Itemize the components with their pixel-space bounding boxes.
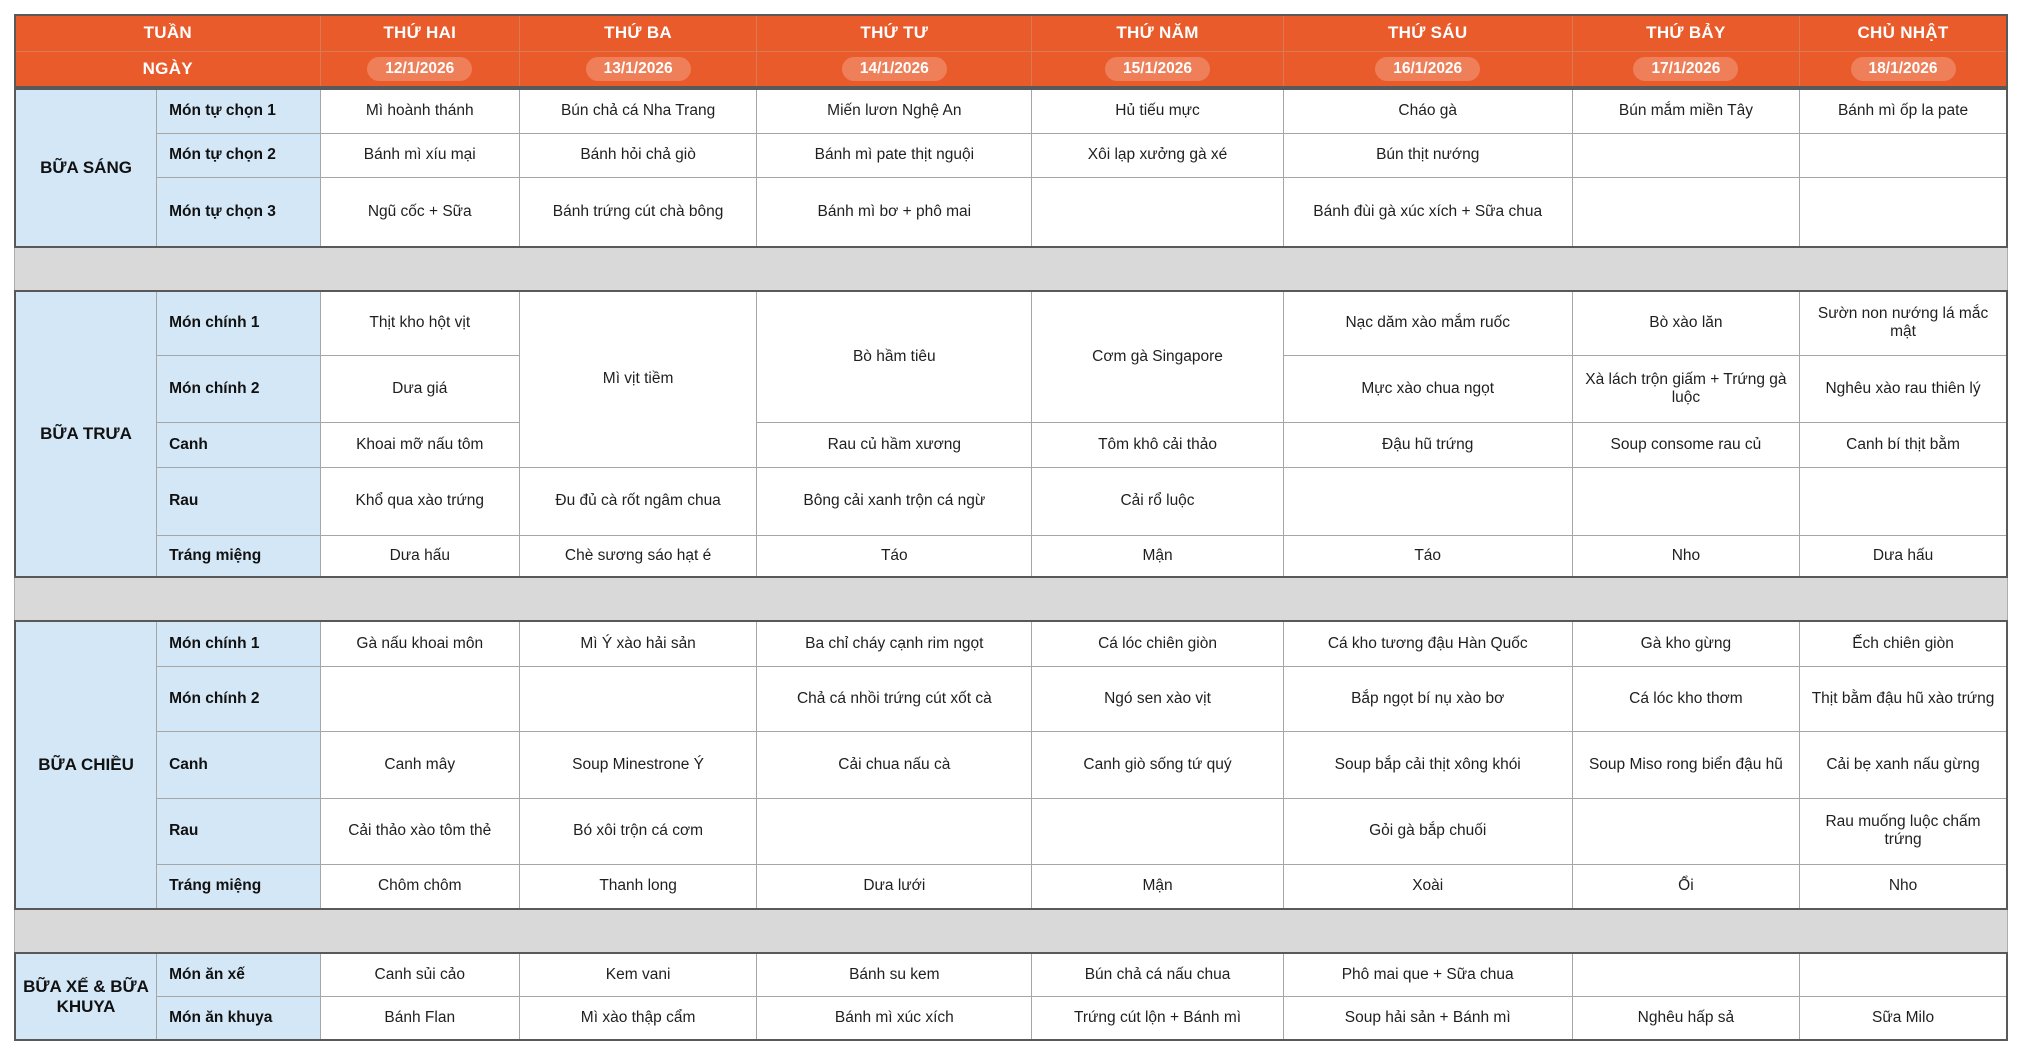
- date-cell: [757, 51, 1032, 87]
- date-cell: [1032, 51, 1283, 87]
- menu-cell: [1283, 467, 1572, 535]
- meal-section: [14, 88, 2008, 248]
- date-pill: 12/1/2026: [367, 57, 472, 81]
- menu-cell: Mì hoành thánh: [320, 89, 519, 133]
- menu-cell: Mì vịt tiềm: [519, 291, 756, 467]
- menu-cell: Ba chỉ cháy cạnh rim ngọt: [757, 621, 1032, 666]
- menu-cell: Canh bí thịt bằm: [1800, 422, 2007, 467]
- menu-cell: [1572, 467, 1799, 535]
- menu-cell: Rau củ hầm xương: [757, 422, 1032, 467]
- header-table: [14, 14, 2008, 88]
- menu-cell: Nho: [1800, 864, 2007, 909]
- menu-cell: Táo: [757, 535, 1032, 577]
- day-header: THỨ BA: [519, 15, 756, 51]
- row-label: Rau: [157, 798, 321, 864]
- row-label: Món chính 2: [157, 355, 321, 422]
- meal-section: [14, 620, 2008, 910]
- menu-cell: Soup bắp cải thịt xông khói: [1283, 731, 1572, 798]
- menu-cell: [1800, 177, 2007, 247]
- menu-cell: Bún mắm miền Tây: [1572, 89, 1799, 133]
- menu-cell: Gà nấu khoai môn: [320, 621, 519, 666]
- menu-cell: Canh mây: [320, 731, 519, 798]
- menu-cell: Thịt bằm đậu hũ xào trứng: [1800, 666, 2007, 731]
- menu-cell: Bún chả cá nấu chua: [1032, 953, 1283, 996]
- menu-cell: Soup consome rau củ: [1572, 422, 1799, 467]
- menu-cell: Cá lóc kho thơm: [1572, 666, 1799, 731]
- menu-cell: Bò xào lăn: [1572, 291, 1799, 355]
- table-row: [15, 798, 2007, 864]
- day-header: THỨ BẢY: [1572, 15, 1799, 51]
- menu-cell: Gỏi gà bắp chuối: [1283, 798, 1572, 864]
- date-pill: 13/1/2026: [586, 57, 691, 81]
- menu-cell: Xôi lạp xưởng gà xé: [1032, 133, 1283, 177]
- date-cell: [320, 51, 519, 87]
- table-row: [15, 666, 2007, 731]
- date-pill: 16/1/2026: [1375, 57, 1480, 81]
- week-header: TUẦN: [15, 15, 320, 51]
- menu-cell: Khổ qua xào trứng: [320, 467, 519, 535]
- menu-cell: Đậu hũ trứng: [1283, 422, 1572, 467]
- menu-cell: Mận: [1032, 535, 1283, 577]
- row-label: Món ăn khuya: [157, 996, 321, 1040]
- menu-cell: Nho: [1572, 535, 1799, 577]
- menu-cell: Kem vani: [519, 953, 756, 996]
- menu-cell: Bò hầm tiêu: [757, 291, 1032, 422]
- menu-cell: Bó xôi trộn cá cơm: [519, 798, 756, 864]
- menu-cell: Nghêu hấp sả: [1572, 996, 1799, 1040]
- menu-cell: Ngũ cốc + Sữa: [320, 177, 519, 247]
- menu-cell: Cải rổ luộc: [1032, 467, 1283, 535]
- menu-cell: Khoai mỡ nấu tôm: [320, 422, 519, 467]
- menu-cell: Nạc dăm xào mắm ruốc: [1283, 291, 1572, 355]
- day-header: THỨ TƯ: [757, 15, 1032, 51]
- menu-cell: Cháo gà: [1283, 89, 1572, 133]
- menu-cell: Bánh mì bơ + phô mai: [757, 177, 1032, 247]
- menu-cell: Dưa lưới: [757, 864, 1032, 909]
- date-pill: 15/1/2026: [1105, 57, 1210, 81]
- menu-cell: [1032, 177, 1283, 247]
- menu-cell: Bánh Flan: [320, 996, 519, 1040]
- menu-cell: Xà lách trộn giấm + Trứng gà luộc: [1572, 355, 1799, 422]
- menu-cell: Miến lươn Nghệ An: [757, 89, 1032, 133]
- menu-cell: Ổi: [1572, 864, 1799, 909]
- menu-cell: Bánh mì pate thịt nguội: [757, 133, 1032, 177]
- menu-cell: Dưa giá: [320, 355, 519, 422]
- menu-cell: Chôm chôm: [320, 864, 519, 909]
- row-label: Canh: [157, 731, 321, 798]
- menu-cell: Soup Minestrone Ý: [519, 731, 756, 798]
- date-cell: [519, 51, 756, 87]
- menu-cell: Cải thảo xào tôm thẻ: [320, 798, 519, 864]
- menu-cell: Bánh mì ốp la pate: [1800, 89, 2007, 133]
- menu-cell: Thanh long: [519, 864, 756, 909]
- menu-cell: Phô mai que + Sữa chua: [1283, 953, 1572, 996]
- day-header: THỨ NĂM: [1032, 15, 1283, 51]
- menu-cell: Bánh đùi gà xúc xích + Sữa chua: [1283, 177, 1572, 247]
- menu-cell: Mì Ý xào hải sản: [519, 621, 756, 666]
- table-row: [15, 535, 2007, 577]
- date-cell: [1800, 51, 2007, 87]
- date-row-label: NGÀY: [15, 51, 320, 87]
- row-label: Món tự chọn 3: [157, 177, 321, 247]
- menu-cell: Tôm khô cải thảo: [1032, 422, 1283, 467]
- menu-cell: Bánh mì xúc xích: [757, 996, 1032, 1040]
- menu-cell: Cá lóc chiên giòn: [1032, 621, 1283, 666]
- menu-cell: [1032, 798, 1283, 864]
- row-label: Rau: [157, 467, 321, 535]
- menu-cell: [1800, 467, 2007, 535]
- table-row: [15, 953, 2007, 996]
- table-row: [15, 621, 2007, 666]
- menu-cell: Cải chua nấu cà: [757, 731, 1032, 798]
- date-pill: 14/1/2026: [842, 57, 947, 81]
- menu-cell: Bông cải xanh trộn cá ngừ: [757, 467, 1032, 535]
- table-row: [15, 177, 2007, 247]
- menu-cell: Bánh su kem: [757, 953, 1032, 996]
- weekly-menu-table: [14, 14, 2008, 1041]
- table-row: [15, 291, 2007, 355]
- menu-cell: Canh sủi cảo: [320, 953, 519, 996]
- date-cell: [1283, 51, 1572, 87]
- row-label: Món chính 1: [157, 621, 321, 666]
- menu-cell: Dưa hấu: [1800, 535, 2007, 577]
- day-header: THỨ HAI: [320, 15, 519, 51]
- meal-group-label: BỮA CHIỀU: [15, 621, 157, 909]
- menu-cell: Mực xào chua ngọt: [1283, 355, 1572, 422]
- meal-group-label: BỮA TRƯA: [15, 291, 157, 577]
- table-row: [15, 864, 2007, 909]
- meal-section: [14, 952, 2008, 1041]
- menu-cell: Trứng cút lộn + Bánh mì: [1032, 996, 1283, 1040]
- section-spacer: [14, 578, 2008, 620]
- menu-cell: Hủ tiếu mực: [1032, 89, 1283, 133]
- menu-cell: [1572, 177, 1799, 247]
- table-row: [15, 133, 2007, 177]
- menu-cell: [1572, 798, 1799, 864]
- menu-cell: Sữa Milo: [1800, 996, 2007, 1040]
- row-label: Món ăn xế: [157, 953, 321, 996]
- menu-cell: [1572, 133, 1799, 177]
- menu-cell: Nghêu xào rau thiên lý: [1800, 355, 2007, 422]
- menu-cell: Bún thịt nướng: [1283, 133, 1572, 177]
- table-row: [15, 89, 2007, 133]
- menu-cell: Mì xào thập cẩm: [519, 996, 756, 1040]
- menu-cell: [1800, 133, 2007, 177]
- row-label: Món tự chọn 2: [157, 133, 321, 177]
- menu-cell: Canh giò sống tứ quý: [1032, 731, 1283, 798]
- menu-cell: Ngó sen xào vịt: [1032, 666, 1283, 731]
- table-row: [15, 467, 2007, 535]
- menu-cell: Bánh hỏi chả giò: [519, 133, 756, 177]
- menu-cell: Soup hải sản + Bánh mì: [1283, 996, 1572, 1040]
- day-header: CHỦ NHẬT: [1800, 15, 2007, 51]
- row-label: Tráng miệng: [157, 535, 321, 577]
- date-pill: 18/1/2026: [1851, 57, 1956, 81]
- section-spacer: [14, 248, 2008, 290]
- menu-cell: Chả cá nhồi trứng cút xốt cà: [757, 666, 1032, 731]
- menu-cell: [1572, 953, 1799, 996]
- menu-cell: Bắp ngọt bí nụ xào bơ: [1283, 666, 1572, 731]
- menu-cell: Bún chả cá Nha Trang: [519, 89, 756, 133]
- row-label: Món chính 1: [157, 291, 321, 355]
- section-spacer: [14, 910, 2008, 952]
- meal-group-label: BỮA XẾ & BỮA KHUYA: [15, 953, 157, 1040]
- menu-cell: Rau muống luộc chấm trứng: [1800, 798, 2007, 864]
- row-label: Món tự chọn 1: [157, 89, 321, 133]
- day-header: THỨ SÁU: [1283, 15, 1572, 51]
- row-label: Món chính 2: [157, 666, 321, 731]
- menu-cell: Cơm gà Singapore: [1032, 291, 1283, 422]
- menu-cell: [757, 798, 1032, 864]
- row-label: Canh: [157, 422, 321, 467]
- menu-cell: Cá kho tương đậu Hàn Quốc: [1283, 621, 1572, 666]
- table-row: [15, 996, 2007, 1040]
- menu-cell: Bánh trứng cút chà bông: [519, 177, 756, 247]
- menu-cell: Bánh mì xíu mại: [320, 133, 519, 177]
- table-row: [15, 731, 2007, 798]
- menu-cell: Ếch chiên giòn: [1800, 621, 2007, 666]
- menu-cell: Chè sương sáo hạt é: [519, 535, 756, 577]
- meal-group-label: BỮA SÁNG: [15, 89, 157, 247]
- menu-cell: Táo: [1283, 535, 1572, 577]
- menu-cell: Xoài: [1283, 864, 1572, 909]
- meal-section: [14, 290, 2008, 578]
- menu-cell: Đu đủ cà rốt ngâm chua: [519, 467, 756, 535]
- menu-cell: Soup Miso rong biển đậu hũ: [1572, 731, 1799, 798]
- menu-cell: Cải bẹ xanh nấu gừng: [1800, 731, 2007, 798]
- menu-cell: Thịt kho hột vịt: [320, 291, 519, 355]
- menu-cell: Mận: [1032, 864, 1283, 909]
- row-label: Tráng miệng: [157, 864, 321, 909]
- date-pill: 17/1/2026: [1633, 57, 1738, 81]
- table-row: [15, 422, 2007, 467]
- date-cell: [1572, 51, 1799, 87]
- menu-cell: Gà kho gừng: [1572, 621, 1799, 666]
- menu-cell: [519, 666, 756, 731]
- menu-cell: [320, 666, 519, 731]
- menu-cell: Sườn non nướng lá mắc mật: [1800, 291, 2007, 355]
- menu-cell: Dưa hấu: [320, 535, 519, 577]
- menu-cell: [1800, 953, 2007, 996]
